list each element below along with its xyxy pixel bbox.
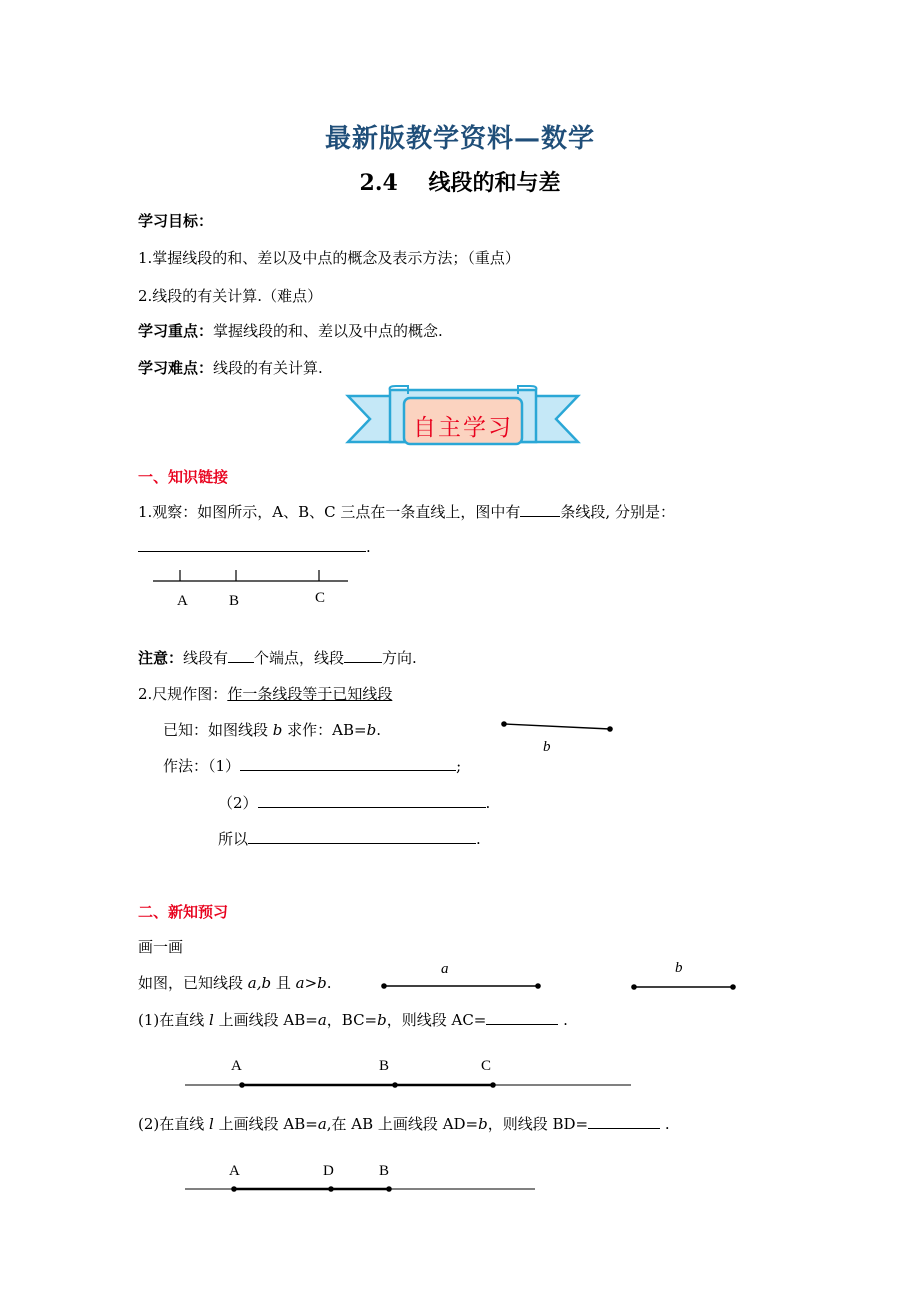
conclusion-end: . [476, 830, 481, 848]
lesson-name: 线段的和与差 [428, 170, 561, 196]
difficulty [138, 357, 323, 378]
question-1 [138, 501, 675, 522]
method-label: 作法： [163, 757, 209, 775]
p2-d: ，则线段 BD= [487, 1115, 589, 1133]
goals-heading: 学习目标： [138, 212, 214, 230]
method-step-1 [163, 755, 461, 776]
question-2-task: 作一条线段等于已知线段 [227, 685, 393, 703]
known-var: b [272, 721, 283, 739]
step-1-end: ; [456, 757, 462, 775]
known-var-2: b [366, 721, 377, 739]
key-point [138, 320, 443, 341]
question-1-answer-line [138, 537, 371, 556]
problem-2 [138, 1113, 670, 1134]
known-text [163, 719, 381, 740]
p2-b: 上画线段 AB= [213, 1115, 318, 1133]
key-point-label: 学习重点： [138, 322, 214, 340]
p1-a: (1)在直线 [138, 1011, 210, 1029]
p2-v1: a [317, 1115, 327, 1133]
question-1-end: . [366, 538, 371, 556]
segment-a-figure [380, 981, 545, 991]
p1-e: . [558, 1011, 568, 1029]
p2-e: . [660, 1115, 670, 1133]
fig3-point-b: B [379, 1163, 390, 1179]
given-vars: a,b [247, 974, 272, 992]
key-point-text: 掌握线段的和、差以及中点的概念. [213, 322, 443, 340]
lesson-title [0, 166, 920, 197]
question-1-prefix: 1.观察：如图所示，A、B、C 三点在一条直线上，图中有 [138, 503, 521, 521]
blank-endpoints [228, 648, 254, 663]
fig3-point-d: D [323, 1163, 334, 1179]
given-text [138, 972, 332, 993]
blank-step-1 [240, 756, 456, 771]
blank-step-2 [258, 793, 486, 808]
known-task: 求作：AB= [282, 721, 367, 739]
section1-heading: 一、知识链接 [138, 468, 229, 486]
segment-b-label: b [543, 739, 551, 755]
p1-v1: a [317, 1011, 327, 1029]
note-part-1: 线段有 [183, 649, 229, 667]
question-2 [138, 683, 392, 704]
p1-v2: b [377, 1011, 387, 1029]
question-2-prefix: 2.尺规作图： [138, 685, 228, 703]
blank-ac [486, 1010, 558, 1025]
lesson-number: 2.4 [359, 170, 398, 196]
p2-v2: b [478, 1115, 488, 1133]
given-and: 且 [271, 974, 296, 992]
blank-count [520, 502, 560, 517]
blank-bd [588, 1114, 660, 1129]
note [138, 647, 417, 668]
p1-c: ，BC= [326, 1011, 378, 1029]
method-step-2 [218, 792, 490, 813]
question-1-suffix: 条线段, 分别是： [560, 503, 675, 521]
segment-b2-label: b [675, 960, 683, 976]
section2-heading: 二、新知预习 [138, 903, 229, 921]
p1-line: l [209, 1011, 214, 1029]
fig2-point-a: A [231, 1058, 242, 1074]
fig2-point-b: B [379, 1058, 390, 1074]
segment-b-figure [500, 720, 615, 734]
segment-a-label: a [441, 961, 449, 977]
p1-b: 上画线段 AB= [213, 1011, 318, 1029]
p2-a: (2)在直线 [138, 1115, 210, 1133]
fig1-point-a: A [177, 593, 188, 609]
difficulty-label: 学习难点： [138, 359, 214, 377]
difficulty-text: 线段的有关计算. [213, 359, 323, 377]
known-prefix: 已知：如图线段 [163, 721, 273, 739]
step-1-number: （1） [208, 757, 241, 775]
note-label: 注意： [138, 649, 184, 667]
note-part-3: 方向. [382, 649, 417, 667]
draw-label: 画一画 [138, 938, 184, 956]
fig1-point-b: B [229, 593, 240, 609]
segment-b2-figure [630, 982, 740, 992]
p2-c: ,在 AB 上画线段 AD= [326, 1115, 479, 1133]
blank-segments [138, 537, 366, 552]
banner-text: 自主学习 [413, 415, 513, 441]
fig1-point-c: C [315, 590, 326, 606]
figure1-line [150, 568, 350, 588]
given-compare: a>b [295, 974, 327, 992]
step-2-number: （2） [218, 794, 258, 812]
given-end: . [326, 974, 332, 992]
figure2-line [185, 1080, 635, 1090]
blank-direction [344, 648, 382, 663]
method-conclusion [218, 828, 481, 849]
blank-conclusion [248, 829, 476, 844]
goal-item-2: 2.线段的有关计算.（难点） [138, 287, 323, 305]
step-2-end: . [485, 794, 491, 812]
fig2-point-c: C [481, 1058, 492, 1074]
goal-item-1: 1.掌握线段的和、差以及中点的概念及表示方法；（重点） [138, 249, 520, 267]
p2-line: l [209, 1115, 214, 1133]
figure3-line [185, 1184, 540, 1194]
note-part-2: 个端点，线段 [254, 649, 345, 667]
conclusion-label: 所以 [218, 830, 249, 848]
fig3-point-a: A [229, 1163, 240, 1179]
document-header: 最新版教学资料—数学 [324, 124, 595, 154]
given-prefix: 如图，已知线段 [138, 974, 248, 992]
p1-d: ，则线段 AC= [386, 1011, 487, 1029]
known-end: . [376, 721, 381, 739]
problem-1 [138, 1009, 568, 1030]
